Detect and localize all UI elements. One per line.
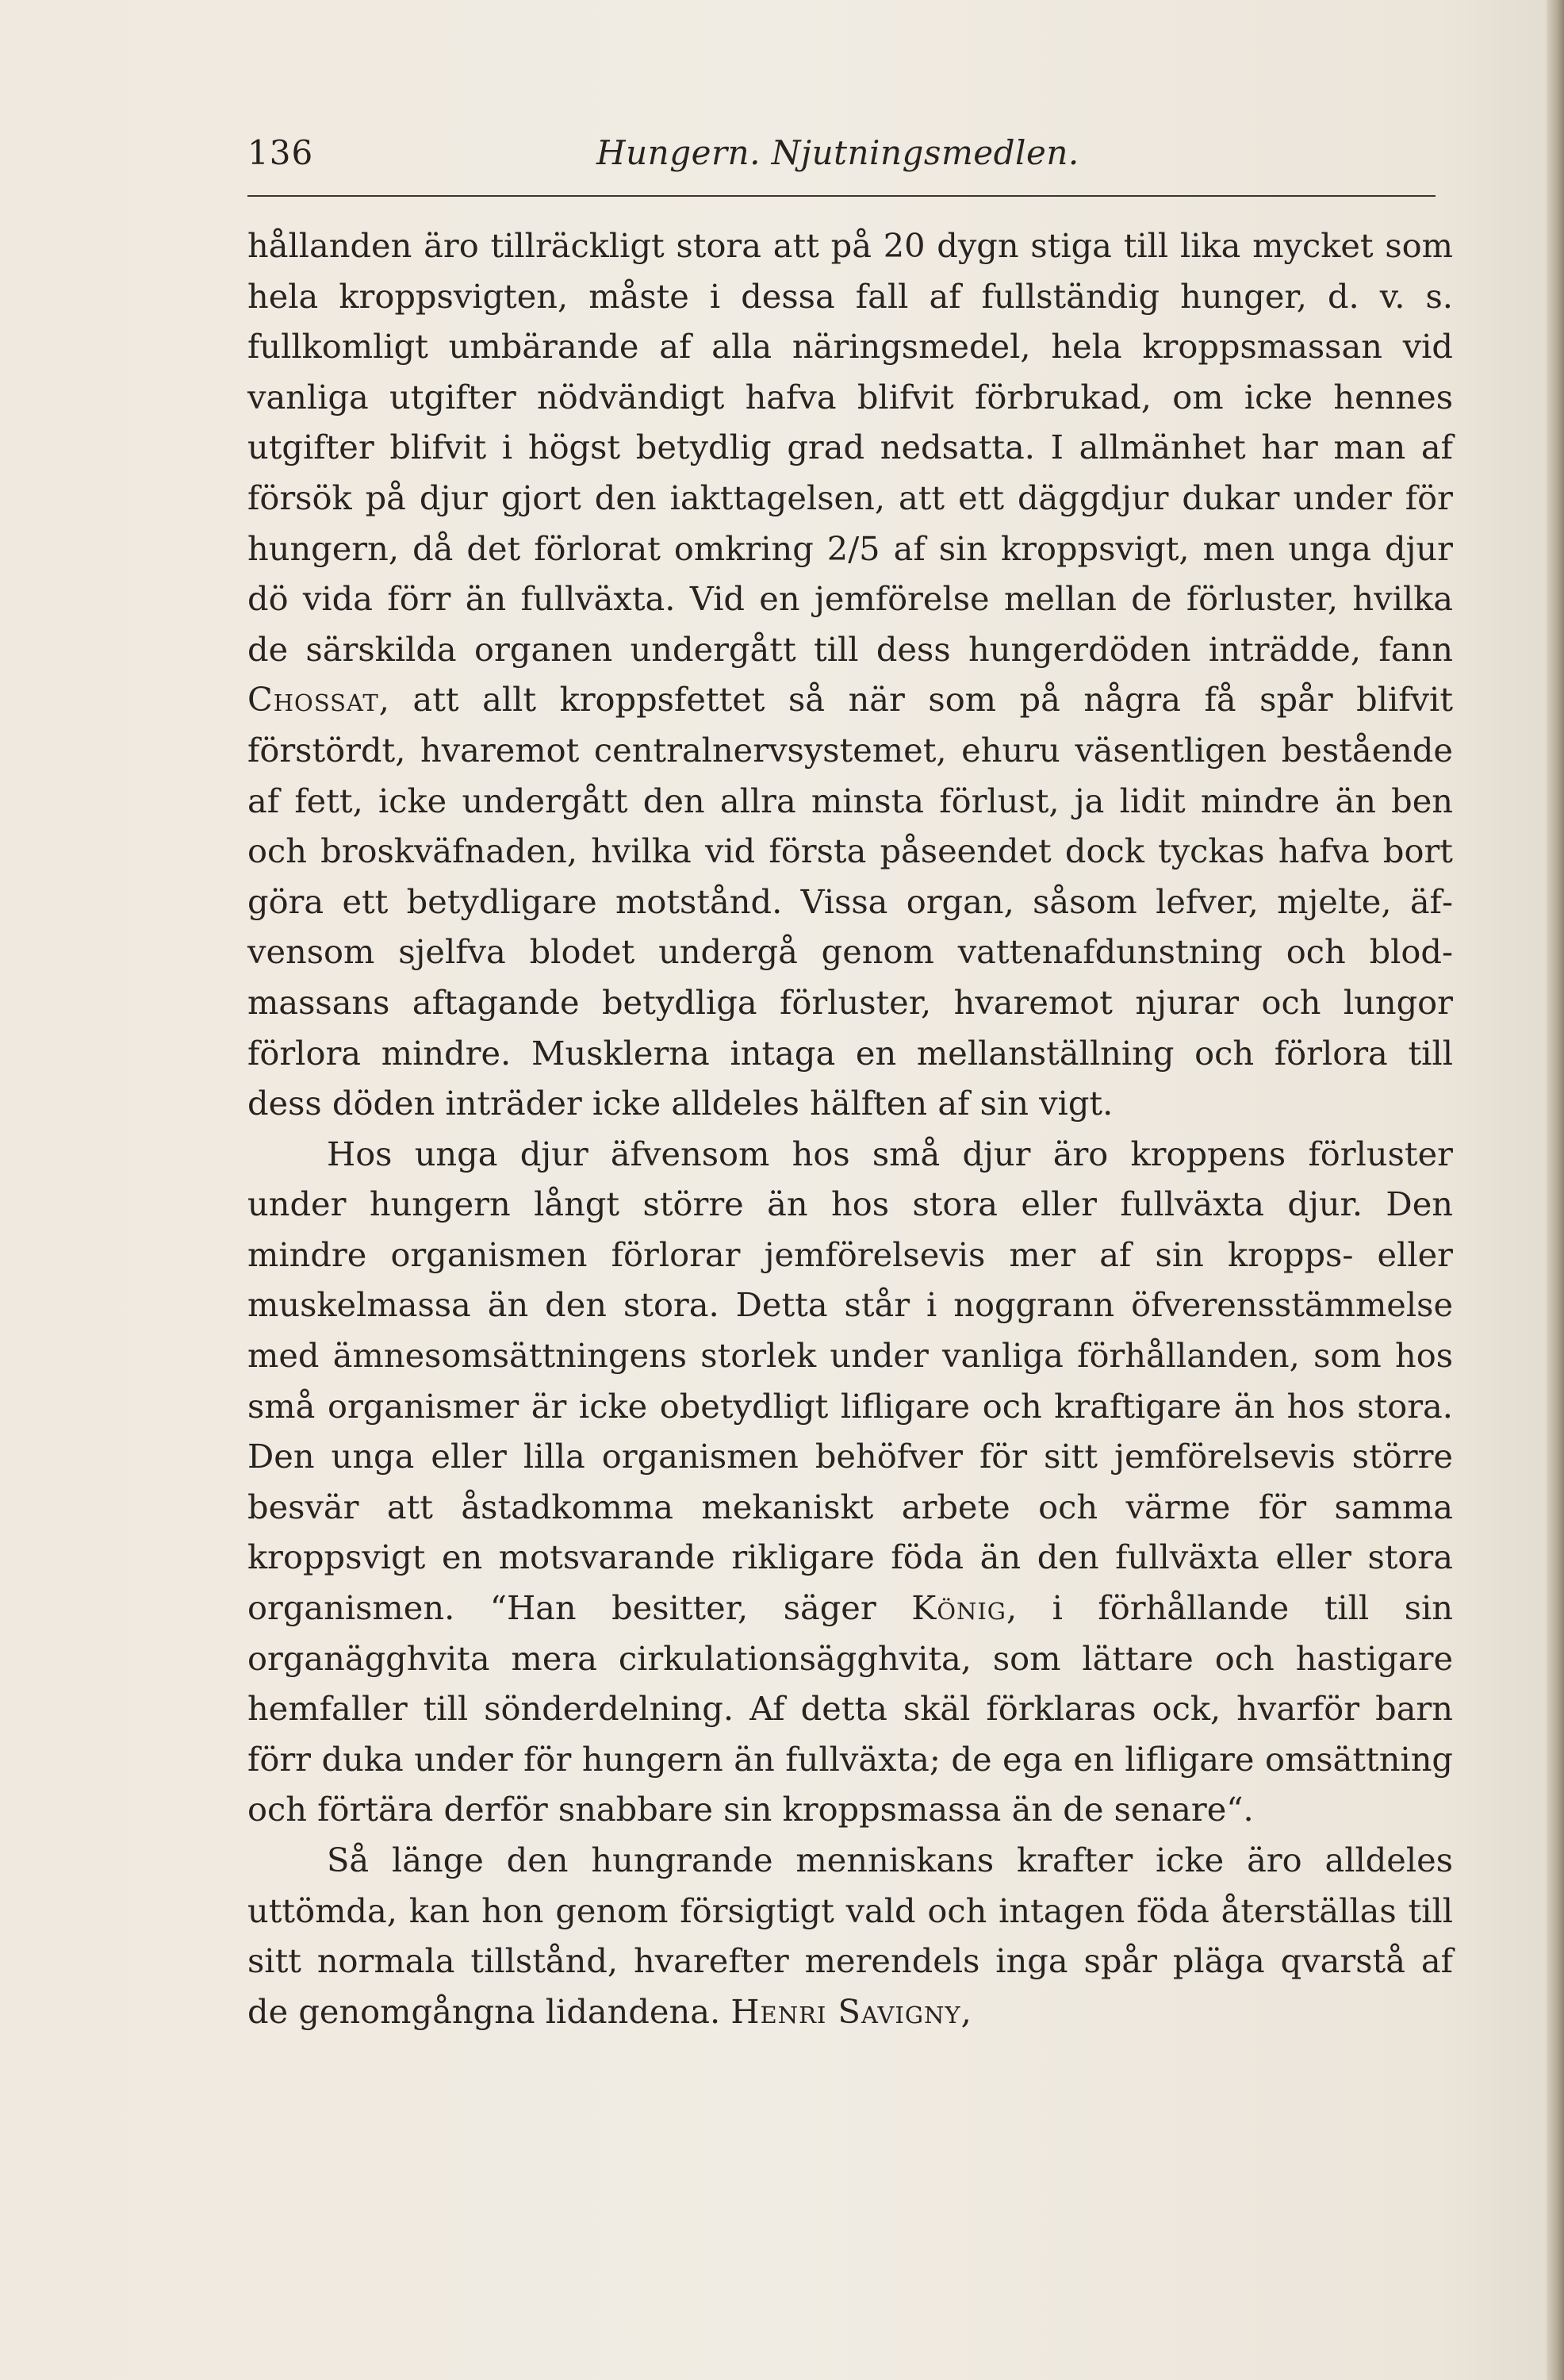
page-number: 136	[247, 133, 314, 172]
body-text	[247, 221, 1453, 2036]
paragraph-3-text-b: ,	[960, 1991, 972, 2031]
paragraph-1-text-b: af sin kroppsvigt, men unga djur dö vida förr än fullväxta. Vid en jemförelse mellan de förluster, hvilka de särskilda organen undergått till dess hungerdöden inträdde, fann	[247, 528, 1453, 669]
header-rule	[247, 195, 1436, 197]
paragraph-1	[247, 221, 1453, 1129]
paragraph-1-text-c: , att allt kroppsfettet så när som på några få spår blifvit förstördt, hvaremot centralnervsystemet, ehuru väsentligen bestående af fett, icke undergått den allra minsta förlust, ja lidit mindre än ben och broskväfnaden, hvilka vid första påseendet dock tyckas hafva bort göra ett betydligare motstånd. Vissa organ, såsom lefver, mjelte, äfvensom sjelfva blodet undergå genom vattenafdunstning och blodmassans aftagande betydliga förluster, hvaremot njurar och lungor förlora mindre. Musklerna intaga en mellanställning och förlora till dess döden inträder icke alldeles hälften af sin vigt.	[247, 680, 1453, 1123]
fraction: 2/5	[826, 528, 880, 568]
paragraph-2	[247, 1129, 1453, 1835]
paragraph-3	[247, 1835, 1453, 2036]
paragraph-1-text-a: hållanden äro tillräckligt stora att på 20 dygn stiga till lika mycket som hela kroppsvigten, måste i dessa fall af fullständig hunger, d. v. s. fullkomligt umbärande af alla näringsmedel, hela kroppsmassan vid vanliga utgifter nödvändigt hafva blifvit förbrukad, om icke hennes utgifter blifvit i högst betydlig grad nedsatta. I allmänhet har man af försök på djur gjort den iakttagelsen, att ett däggdjur dukar under för hungern, då det förlorat omkring	[247, 226, 1453, 568]
paragraph-2-text-a: Hos unga djur äfvensom hos små djur äro kroppens förluster under hungern långt större än hos stora eller fullväxta djur. Den mindre organismen förlorar jemförelsevis mer af sin kropps- eller muskelmassa än den stora. Detta står i noggrann öfverensstämmelse med ämnesomsättningens storlek under vanliga förhållanden, som hos små organismer är icke obetydligt lifligare och kraftigare än hos stora. Den unga eller lilla organismen behöfver för sitt jemförelsevis större besvär att åstadkomma mekaniskt arbete och värme för samma kroppsvigt en motsvarande rikligare föda än den fullväxta eller stora organismen. “Han besitter, säger	[247, 1134, 1453, 1628]
author-name-chossat: Chossat	[247, 680, 379, 720]
page-header	[247, 133, 1437, 189]
running-title: Hungern. Njutningsmedlen.	[596, 133, 1079, 172]
author-name-konig: König	[911, 1588, 1006, 1628]
page-binding-edge	[1547, 0, 1564, 2380]
paragraph-2-text-b: , i förhållande till sin organägghvita mera cirkulationsägghvita, som lättare och hastigare hemfaller till sönderdelning. Af detta skäl förklaras ock, hvarför barn förr duka under för hungern än fullväxta; de ega en lifligare omsättning och förtära derför snabbare sin kroppsmassa än de senare“.	[247, 1588, 1453, 1829]
paragraph-3-text-a: Så länge den hungrande menniskans krafter icke äro alldeles uttömda, kan hon genom försigtigt vald och intagen föda återställas till sitt normala tillstånd, hvarefter merendels inga spår pläga qvarstå af de genomgångna lidandena.	[247, 1841, 1453, 2031]
author-name-savigny: Henri Savigny	[730, 1991, 961, 2031]
